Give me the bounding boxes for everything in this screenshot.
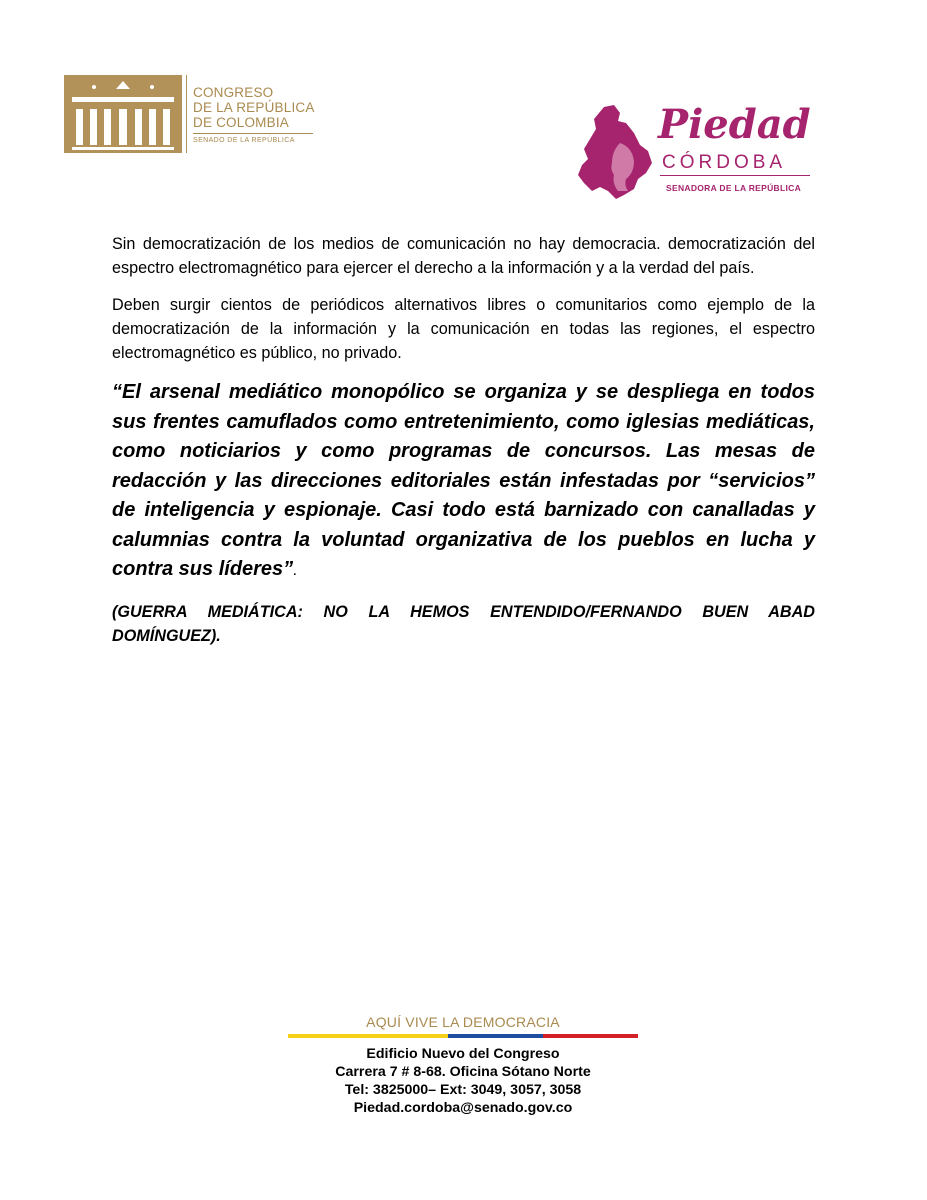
footer-contact (263, 1045, 663, 1117)
piedad-rule (660, 175, 810, 176)
piedad-surname: CÓRDOBA (662, 152, 787, 173)
congreso-logo (64, 75, 334, 153)
quote-text: “El arsenal mediático monopólico se organiza y se despliega en todos sus frentes camuflados como entretenimiento, como iglesias mediáticas, como noticiarios y como programas de concursos. Las mesas de redacción y las direcciones editoriales están infestadas por “servicios” de inteligencia y espionaje. Casi todo está barnizado con canalladas y calumnias contra la voluntad organizativa de los pueblos en lucha y contra sus líderes” (112, 381, 815, 580)
quote-citation: (GUERRA MEDIÁTICA: NO LA HEMOS ENTENDIDO/FERNANDO BUEN ABAD DOMÍNGUEZ). (112, 602, 815, 645)
flag-stripe-red (543, 1034, 638, 1038)
paragraph-2: Deben surgir cientos de periódicos alternativos libres o comunitarios como ejemplo de la democratización de la información y la comunicación en todas las regiones, el espectro electromagnético es público, no privado. (112, 296, 815, 362)
document-body (112, 232, 815, 648)
congreso-line3: DE COLOMBIA (193, 114, 289, 130)
flag-stripe-yellow (288, 1034, 448, 1038)
footer-motto: AQUÍ VIVE LA DEMOCRACIA (366, 1014, 560, 1030)
capitol-building-icon (64, 75, 182, 153)
footer-phone: Tel: 3825000– Ext: 3049, 3057, 3058 (344, 1082, 582, 1098)
colombia-map-profile-icon (574, 103, 656, 201)
piedad-cordoba-logo (574, 103, 814, 203)
piedad-role: SENADORA DE LA REPÚBLICA (666, 183, 802, 193)
footer-address: Carrera 7 # 8-68. Oficina Sótano Norte (335, 1064, 591, 1080)
congreso-rule (193, 133, 313, 134)
footer-banner (288, 1014, 638, 1040)
footer-email[interactable]: Piedad.cordoba@senado.gov.co (353, 1100, 573, 1116)
congreso-wordmark (186, 75, 334, 153)
piedad-name: Piedad (658, 101, 811, 148)
congreso-line1: CONGRESO (193, 84, 274, 100)
footer-building: Edificio Nuevo del Congreso (366, 1046, 560, 1062)
paragraph-1: Sin democratización de los medios de comunicación no hay democracia. democratización del espectro electromagnético para ejercer el derecho a la información y a la verdad del país. (112, 235, 815, 277)
flag-stripe-blue (448, 1034, 543, 1038)
congreso-line4: SENADO DE LA REPÚBLICA (193, 136, 295, 144)
quote-block (112, 378, 815, 586)
congreso-line2: DE LA REPÚBLICA (193, 99, 315, 115)
quote-end: . (293, 562, 298, 579)
